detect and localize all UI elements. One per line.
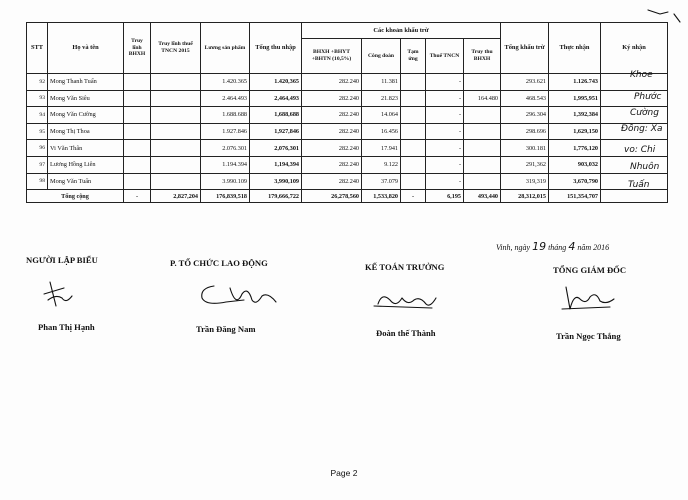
row-wage: 1.927.846 bbox=[201, 123, 250, 140]
row-insurance: 282.240 bbox=[302, 123, 362, 140]
signer-name: Trần Đăng Nam bbox=[196, 324, 256, 334]
handwritten-note: Nhuôn bbox=[630, 162, 660, 172]
total-insurance: 26,278,560 bbox=[302, 190, 362, 203]
col-tax-allow: Truy lĩnh thuế TNCN 2015 bbox=[151, 23, 201, 74]
row-insurance: 282.240 bbox=[302, 107, 362, 124]
row-wage: 1.194.394 bbox=[201, 156, 250, 173]
row-insurance: 282.240 bbox=[302, 90, 362, 107]
col-total-deduct: Tổng khấu trừ bbox=[501, 23, 549, 74]
table-row bbox=[27, 90, 668, 107]
signature-1 bbox=[42, 278, 82, 316]
row-wage: 3.990.109 bbox=[201, 173, 250, 190]
row-net: 1,995,951 bbox=[549, 90, 601, 107]
signature-3 bbox=[372, 288, 440, 314]
row-insurance: 282.240 bbox=[302, 74, 362, 91]
row-net: 1,776,120 bbox=[549, 140, 601, 157]
row-collect bbox=[464, 173, 501, 190]
row-collect bbox=[464, 140, 501, 157]
row-collect bbox=[464, 107, 501, 124]
row-net: 1,392,384 bbox=[549, 107, 601, 124]
row-wage: 2.076.301 bbox=[201, 140, 250, 157]
handwritten-note: Khoe bbox=[630, 70, 653, 80]
handwritten-note: Tuấn bbox=[628, 180, 650, 190]
row-insurance: 282.240 bbox=[302, 140, 362, 157]
row-name: Mong Thị Thoa bbox=[48, 123, 124, 140]
row-tax: - bbox=[426, 156, 464, 173]
row-union: 9.122 bbox=[362, 156, 401, 173]
row-wage: 1.688.688 bbox=[201, 107, 250, 124]
table-row bbox=[27, 107, 668, 124]
row-union: 14.064 bbox=[362, 107, 401, 124]
total-tax-allow: 2,827,204 bbox=[151, 190, 201, 203]
row-tax: - bbox=[426, 173, 464, 190]
row-union: 16.456 bbox=[362, 123, 401, 140]
row-stt: 92 bbox=[27, 74, 48, 91]
handwritten-note: vo: Chi bbox=[624, 145, 656, 155]
signature-4 bbox=[560, 285, 620, 315]
row-deduct: 291,362 bbox=[501, 156, 549, 173]
total-label: Tổng cộng bbox=[27, 190, 124, 203]
signer-title: NGƯỜI LẬP BIỂU bbox=[26, 255, 98, 265]
col-deductions-group: Các khoản khấu trừ bbox=[302, 23, 501, 39]
corner-mark bbox=[646, 4, 686, 26]
signer-title: P. TỔ CHỨC LAO ĐỘNG bbox=[170, 258, 268, 268]
col-bhxh-collect: Truy thu BHXH bbox=[464, 39, 501, 74]
row-name: Mong Văn Tuấn bbox=[48, 173, 124, 190]
row-tax: - bbox=[426, 107, 464, 124]
row-deduct: 300.181 bbox=[501, 140, 549, 157]
row-stt: 95 bbox=[27, 123, 48, 140]
col-stt: STT bbox=[27, 23, 48, 74]
row-tax: - bbox=[426, 90, 464, 107]
table-row bbox=[27, 173, 668, 190]
col-tax: Thuế TNCN bbox=[426, 39, 464, 74]
total-advance: - bbox=[401, 190, 426, 203]
row-tax: - bbox=[426, 140, 464, 157]
row-stt: 94 bbox=[27, 107, 48, 124]
handwritten-note: Đồng: Xa bbox=[621, 124, 663, 134]
total-tax: 6,195 bbox=[426, 190, 464, 203]
table-row bbox=[27, 140, 668, 157]
row-tax: - bbox=[426, 123, 464, 140]
row-deduct: 319,319 bbox=[501, 173, 549, 190]
signer-name: Phan Thị Hạnh bbox=[38, 322, 95, 332]
table-row bbox=[27, 156, 668, 173]
row-stt: 96 bbox=[27, 140, 48, 157]
row-name: Lương Hồng Liên bbox=[48, 156, 124, 173]
total-row bbox=[27, 190, 668, 203]
signer-name: Trần Ngọc Thắng bbox=[556, 331, 621, 341]
total-collect: 493,440 bbox=[464, 190, 501, 203]
row-wage: 1.420.365 bbox=[201, 74, 250, 91]
table-row bbox=[27, 123, 668, 140]
row-deduct: 293.621 bbox=[501, 74, 549, 91]
col-name: Họ và tên bbox=[48, 23, 124, 74]
signature-2 bbox=[196, 282, 282, 312]
row-net: 1.126.743 bbox=[549, 74, 601, 91]
total-income: 179,666,722 bbox=[250, 190, 302, 203]
row-insurance: 282.240 bbox=[302, 173, 362, 190]
row-net: 1,629,150 bbox=[549, 123, 601, 140]
col-insurance: BHXH +BHYT +BHTN (10,5%) bbox=[302, 39, 362, 74]
signing-date: Vinh, ngày 19 tháng 4 năm 2016 bbox=[496, 240, 610, 253]
date-month: 4 bbox=[568, 240, 576, 253]
row-union: 11.381 bbox=[362, 74, 401, 91]
col-advance: Tạm ứng bbox=[401, 39, 426, 74]
row-name: Vi Văn Thân bbox=[48, 140, 124, 157]
row-collect bbox=[464, 74, 501, 91]
row-wage: 2.464.493 bbox=[201, 90, 250, 107]
row-deduct: 298.696 bbox=[501, 123, 549, 140]
row-collect bbox=[464, 123, 501, 140]
row-total: 1.420,365 bbox=[250, 74, 302, 91]
signer-name: Đoàn thế Thành bbox=[376, 328, 436, 338]
col-net: Thực nhận bbox=[549, 23, 601, 74]
row-stt: 97 bbox=[27, 156, 48, 173]
row-union: 37.079 bbox=[362, 173, 401, 190]
col-product-wage: Lương sản phẩm bbox=[201, 23, 250, 74]
total-wage: 176,839,518 bbox=[201, 190, 250, 203]
total-deduct: 28,312,015 bbox=[501, 190, 549, 203]
row-total: 2,076,301 bbox=[250, 140, 302, 157]
handwritten-note: Phước bbox=[634, 92, 662, 102]
handwritten-note: Cường bbox=[630, 108, 659, 118]
date-day: 19 bbox=[532, 240, 547, 253]
row-total: 1,927,846 bbox=[250, 123, 302, 140]
total-net: 151,354,707 bbox=[549, 190, 601, 203]
row-stt: 93 bbox=[27, 90, 48, 107]
col-union: Công đoàn bbox=[362, 39, 401, 74]
signer-title: KẾ TOÁN TRƯỞNG bbox=[365, 262, 445, 272]
row-collect: 164.480 bbox=[464, 90, 501, 107]
row-insurance: 282.240 bbox=[302, 156, 362, 173]
page-number: Page 2 bbox=[330, 468, 358, 478]
row-total: 1,688,688 bbox=[250, 107, 302, 124]
row-collect bbox=[464, 156, 501, 173]
table-row bbox=[27, 74, 668, 91]
col-bhxh-allow: Truy lĩnh BHXH bbox=[124, 23, 151, 74]
row-net: 903,032 bbox=[549, 156, 601, 173]
row-total: 2,464,493 bbox=[250, 90, 302, 107]
row-total: 3,990,109 bbox=[250, 173, 302, 190]
row-name: Mong Văn Cường bbox=[48, 107, 124, 124]
row-name: Mong Thanh Tuấn bbox=[48, 74, 124, 91]
row-union: 21.823 bbox=[362, 90, 401, 107]
row-tax: - bbox=[426, 74, 464, 91]
row-stt: 98 bbox=[27, 173, 48, 190]
col-sign: Ký nhận bbox=[601, 23, 668, 74]
total-bhxh-allow: - bbox=[124, 190, 151, 203]
row-net: 3,670,790 bbox=[549, 173, 601, 190]
signer-title: TỔNG GIÁM ĐỐC bbox=[553, 265, 627, 275]
row-name: Mong Văn Siêu bbox=[48, 90, 124, 107]
row-total: 1,194,394 bbox=[250, 156, 302, 173]
total-union: 1,533,820 bbox=[362, 190, 401, 203]
row-deduct: 468.543 bbox=[501, 90, 549, 107]
row-deduct: 296.304 bbox=[501, 107, 549, 124]
col-total-income: Tổng thu nhập bbox=[250, 23, 302, 74]
row-union: 17.941 bbox=[362, 140, 401, 157]
payroll-table bbox=[26, 22, 668, 203]
